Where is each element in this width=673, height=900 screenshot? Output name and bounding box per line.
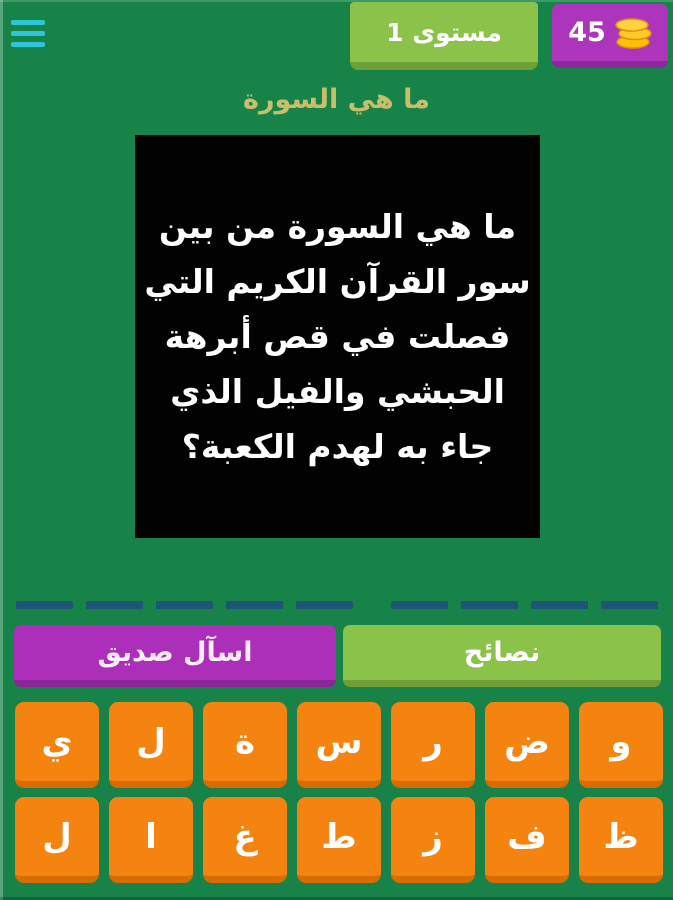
letter-key[interactable]: ر (391, 702, 475, 788)
answer-letter-slot (461, 601, 518, 609)
letter-key[interactable]: ل (15, 797, 99, 883)
answer-letter-slot (156, 601, 213, 609)
answer-letter-slot (601, 601, 658, 609)
letter-key[interactable]: ف (485, 797, 569, 883)
question-line: الحبشي والفيل الذي (170, 372, 505, 411)
hamburger-icon (11, 20, 45, 25)
letter-key[interactable]: ز (391, 797, 475, 883)
answer-slots (16, 601, 658, 609)
answer-letter-slot (16, 601, 73, 609)
answer-word-group (391, 601, 658, 609)
letter-key[interactable]: ة (203, 702, 287, 788)
coin-stack-icon (614, 17, 652, 49)
letter-key[interactable]: و (579, 702, 663, 788)
answer-letter-slot (86, 601, 143, 609)
answer-letter-slot (391, 601, 448, 609)
letter-key[interactable]: ظ (579, 797, 663, 883)
question-line: فصلت في قص أبرهة (164, 317, 511, 356)
screen-edge-left (0, 0, 3, 900)
question-category-title: ما هي السورة (243, 84, 430, 115)
letter-key[interactable]: غ (203, 797, 287, 883)
letter-key[interactable]: س (297, 702, 381, 788)
hamburger-icon (11, 42, 45, 47)
answer-word-group (16, 601, 353, 609)
menu-button[interactable] (11, 20, 45, 47)
coins-count: 45 (568, 17, 606, 48)
question-box (135, 135, 540, 538)
keyboard-row-1 (15, 702, 663, 788)
letter-key[interactable]: ي (15, 702, 99, 788)
question-line: جاء به لهدم الكعبة؟ (181, 427, 494, 466)
letter-key[interactable]: ط (297, 797, 381, 883)
ask-friend-button[interactable]: اسآل صديق (14, 625, 336, 687)
letter-key[interactable]: ض (485, 702, 569, 788)
level-button[interactable]: مستوى 1 (350, 2, 538, 70)
question-line: ما هي السورة من بين (158, 207, 517, 246)
question-line: سور القرآن الكريم التي (144, 262, 531, 301)
letter-key[interactable]: ل (109, 702, 193, 788)
hints-button[interactable]: نصائح (343, 625, 661, 687)
hamburger-icon (11, 31, 45, 36)
answer-letter-slot (531, 601, 588, 609)
keyboard-row-2 (15, 797, 663, 883)
screen-edge-top (0, 0, 673, 2)
answer-letter-slot (296, 601, 353, 609)
coins-button[interactable] (552, 4, 668, 68)
letter-key[interactable]: ا (109, 797, 193, 883)
answer-letter-slot (226, 601, 283, 609)
